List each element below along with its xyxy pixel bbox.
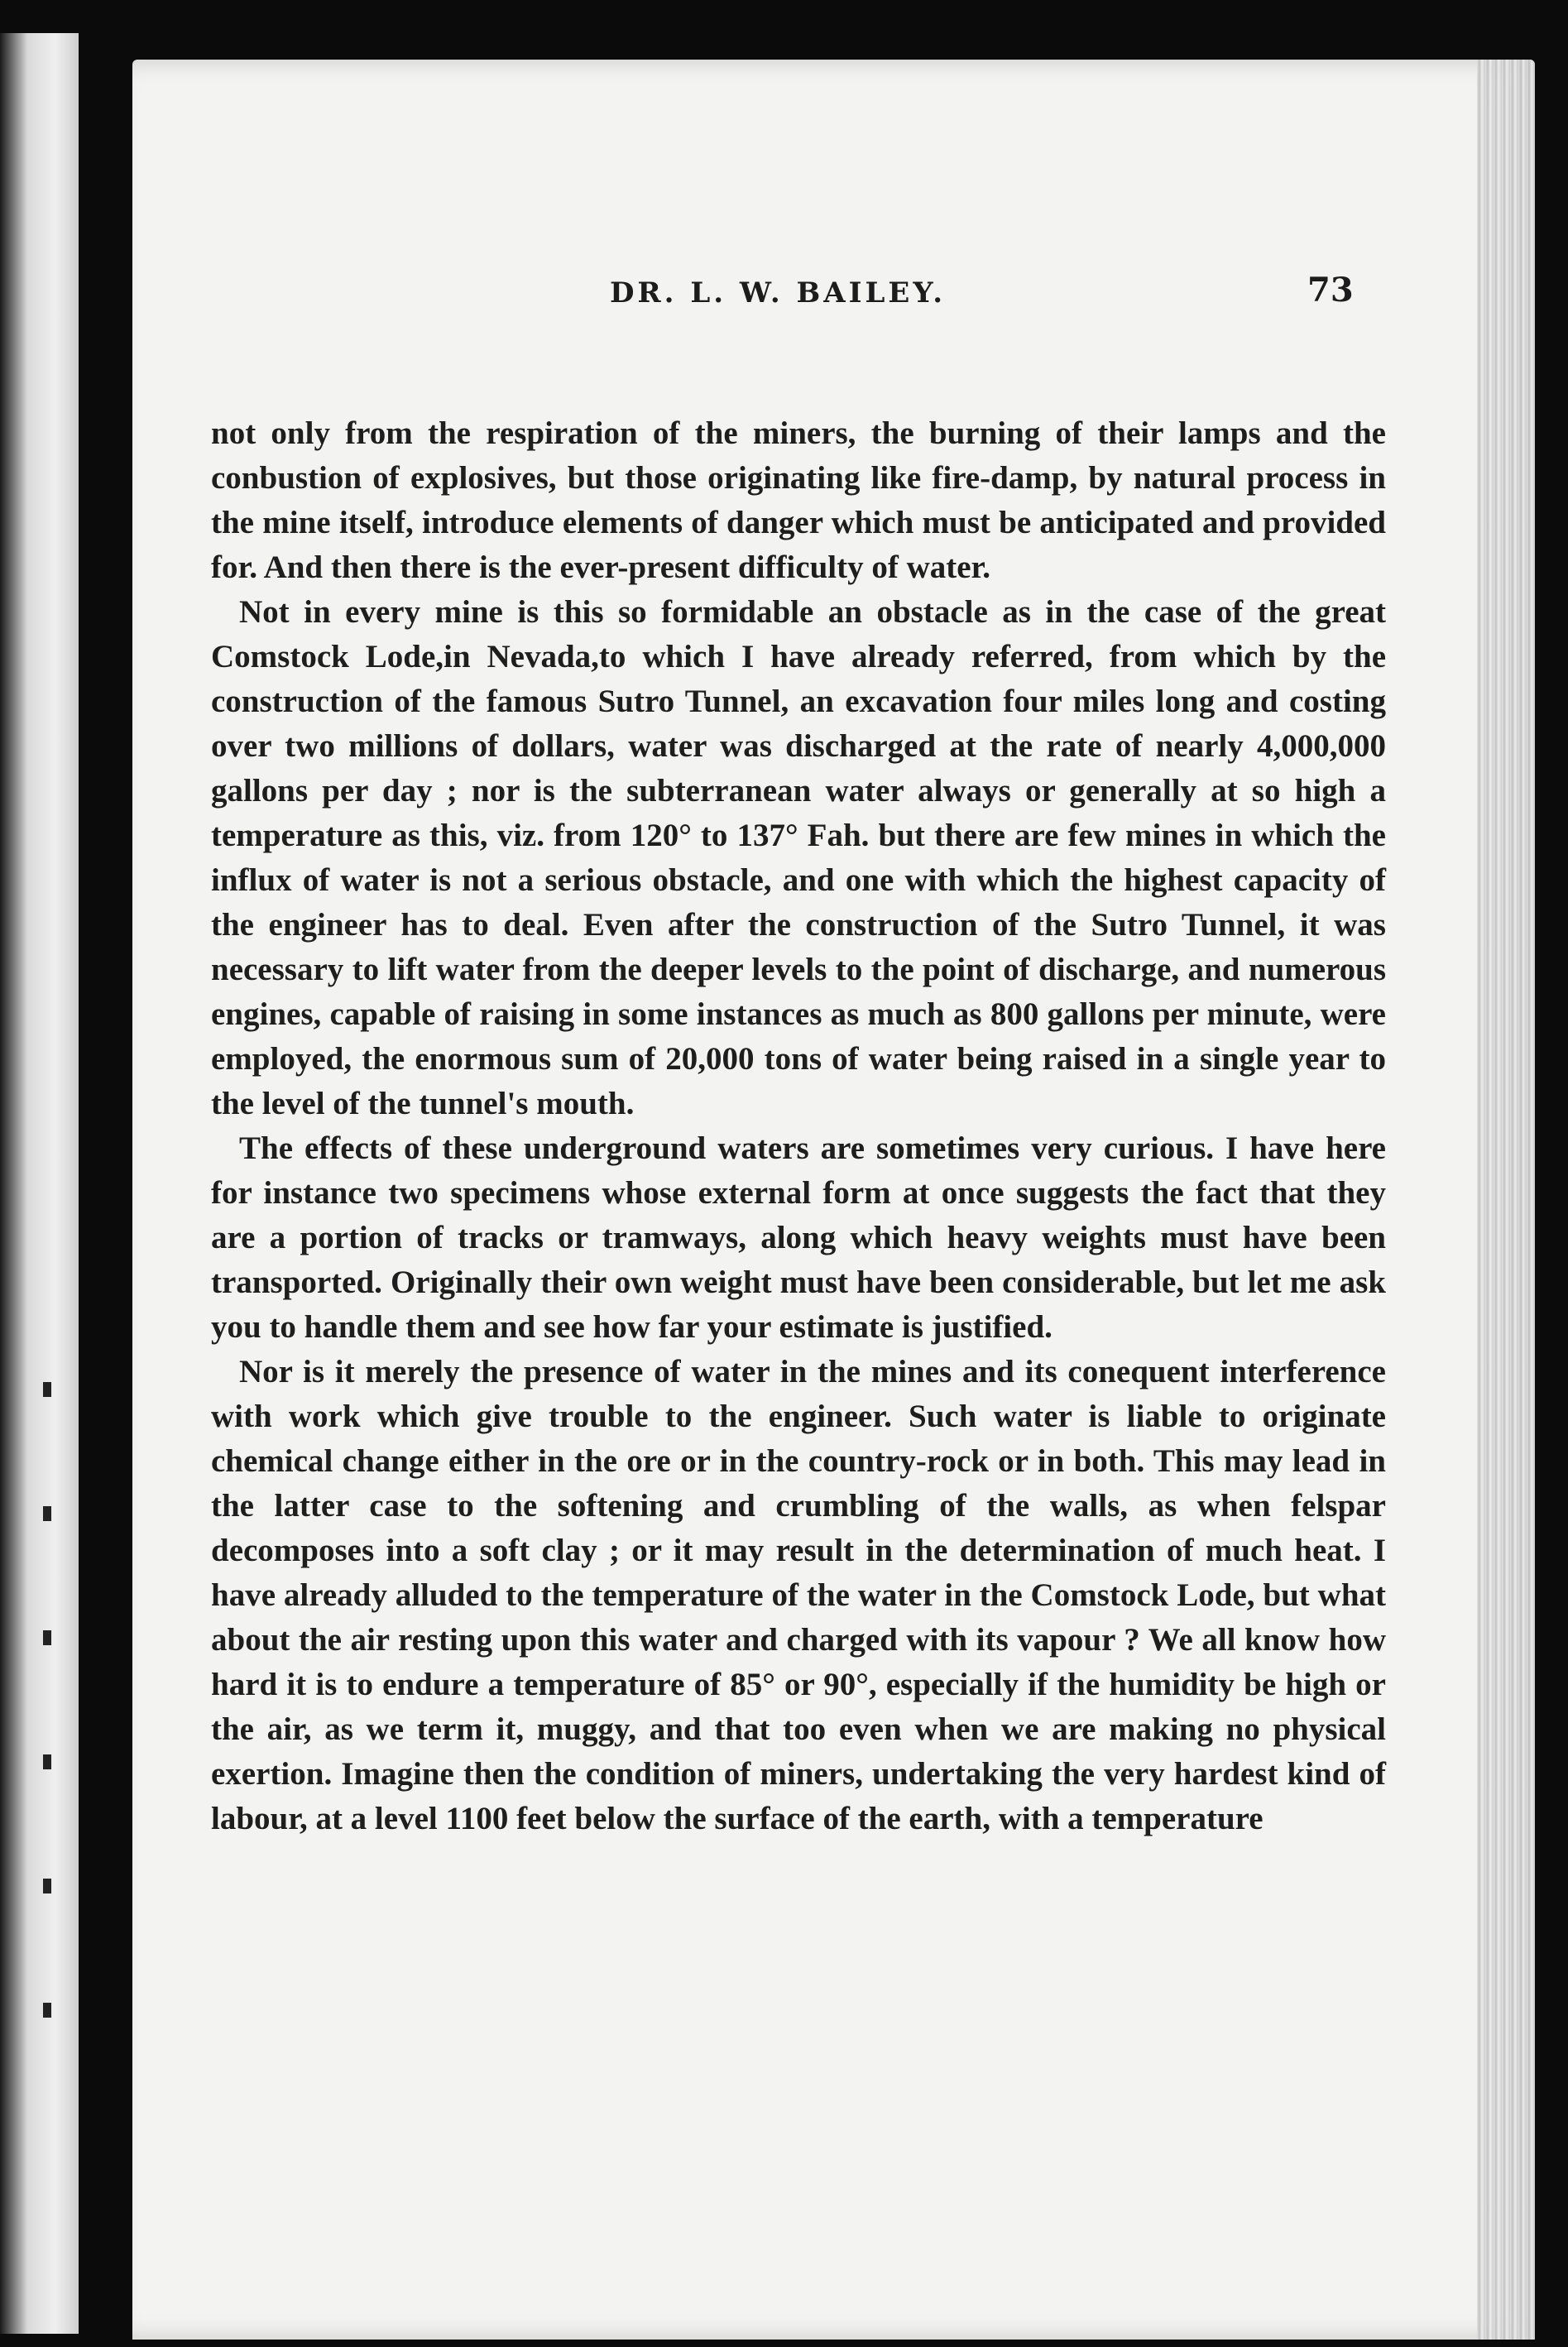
facing-page-mark [43, 1630, 51, 1645]
facing-page-mark [43, 2003, 51, 2018]
facing-page-mark [43, 1879, 51, 1893]
scanned-page [132, 60, 1535, 2340]
page-number: 73 [1307, 271, 1354, 310]
paragraph: Not in every mine is this so formidable an obstacle as in the case of the great Comstock Lode,in Nevada,to which I have already referred, from which by the construction of the famous Sutro Tunnel, an excavation four miles long and costing over two millions of dollars, water was discharged at the rate of nearly 4,000,000 gallons per day ; nor is the subterranean water always or generally at so high a temperature as this, viz. from 120° to 137° Fah. but there are few mines in which the influx of water is not a serious obstacle, and one with which the highest capacity of the engineer has to deal. Even after the construction of the Sutro Tunnel, it was necessary to lift water from the deeper levels to the point of discharge, and numerous engines, capable of raising in some instances as much as 800 gallons per minute, were employed, the enormous sum of 20,000 tons of water being raised in a single year to the level of the tunnel's mouth. [211, 594, 1386, 1121]
running-head: DR. L. W. BAILEY. [609, 276, 947, 310]
paragraph: not only from the respiration of the miners, the burning of their lamps and the conbustion of explosives, but those originating like fire-damp, by natural process in the mine itself, introduce elements of danger which must be anticipated and provided for. And then there is the ever-present difficulty of water. [211, 415, 1386, 585]
facing-page-mark [43, 1382, 51, 1397]
paragraph: Nor is it merely the presence of water in the mines and its conequent interference with work which give trouble to the engineer. Such water is liable to originate chemical change either in the ore or in the country-rock or in both. This may lead in the latter case to the softening and crumbling of the walls, as when felspar decomposes into a soft clay ; or it may result in the determination of much heat. I have already alluded to the temperature of the water in the Comstock Lode, but what about the air resting upon this water and charged with its vapour ? We all know how hard it is to endure a temperature of 85° or 90°, especially if the humidity be high or the air, as we term it, muggy, and that too even when we are making no physical exertion. Imagine then the condition of miners, undertaking the very hardest kind of labour, at a level 1100 feet below the surface of the earth, with a temperature [211, 1354, 1386, 1836]
facing-page-mark [43, 1754, 51, 1769]
body-text [211, 411, 1386, 1841]
facing-page-edge [0, 33, 79, 2334]
paragraph: The effects of these underground waters are sometimes very curious. I have here for instance two specimens whose external form at once suggests the fact that they are a portion of tracks or tramways, along which heavy weights must have been transported. Originally their own weight must have been considerable, but let me ask you to handle them and see how far your estimate is justified. [211, 1130, 1386, 1345]
facing-page-mark [43, 1506, 51, 1521]
